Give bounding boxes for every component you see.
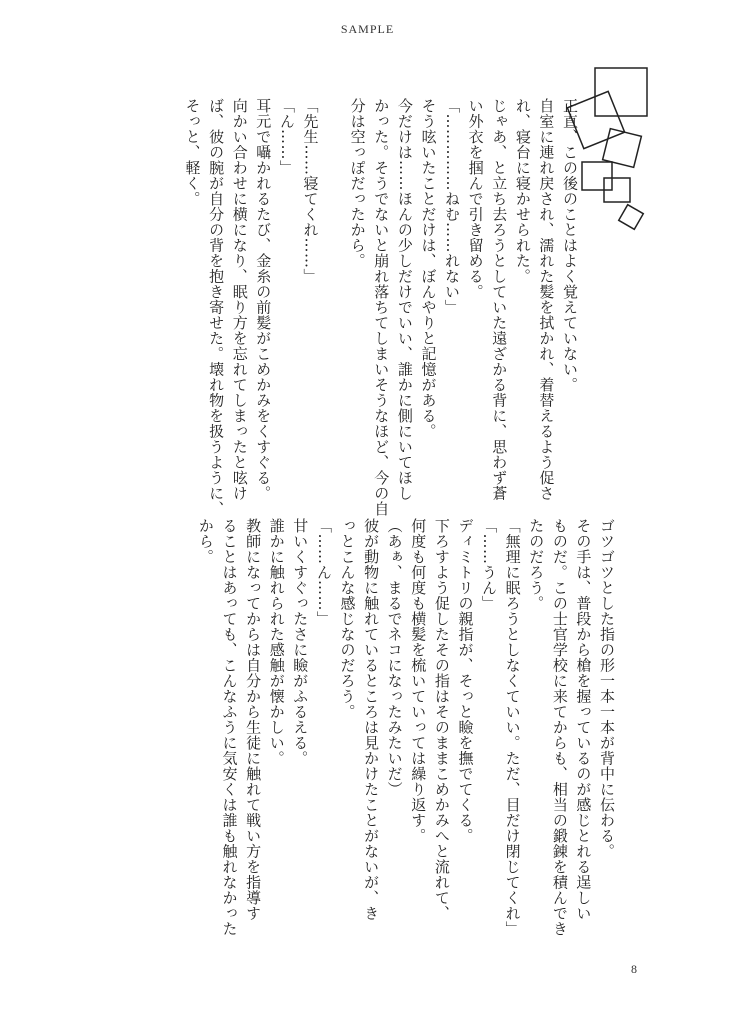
page-number: 8 bbox=[631, 962, 637, 976]
text-line: 誰かに触れられた感触が懐かしい。 bbox=[267, 518, 286, 766]
text-line: ば、彼の腕が自分の背を抱き寄せた。壊れ物を扱うように、 bbox=[207, 98, 226, 517]
text-block-bottom bbox=[193, 518, 618, 958]
text-line bbox=[321, 98, 345, 508]
text-line: っとこんな感じなのだろう。 bbox=[338, 518, 357, 720]
text-line: 正直、この後のことはよく覚えていない。 bbox=[561, 98, 579, 393]
text-line: かった。そうでないと崩れ落ちてしまいそうなほど、今の自 bbox=[372, 98, 391, 517]
text-line: ることはあっても、こんなふうに気安くは誰も触れなかった bbox=[220, 518, 239, 937]
text-line: れ、寝台に寝かせられた。 bbox=[513, 98, 532, 284]
square-4 bbox=[582, 162, 612, 190]
text-line: 何度も何度も横髪を梳いていっては繰り返す。 bbox=[409, 518, 428, 844]
text-line: 「無理に眠ろうとしなくていい。ただ、目だけ閉じてくれ」 bbox=[503, 518, 522, 937]
text-block-top bbox=[180, 98, 581, 517]
text-line: 甘いくすぐったさに瞼がふるえる。 bbox=[291, 518, 310, 766]
text-line: 彼が動物に触れているところは見かけたことがないが、き bbox=[362, 518, 381, 921]
text-line: 「ん……」 bbox=[277, 98, 296, 176]
text-line: その手は、普段から槍を握っているのが感じとれる逞しい bbox=[574, 518, 593, 921]
text-line: そっと、軽く。 bbox=[183, 98, 202, 207]
text-line: 「……うん」 bbox=[480, 518, 499, 611]
sample-header: SAMPLE bbox=[340, 22, 395, 36]
text-line: 分は空っぽだったから。 bbox=[348, 98, 367, 269]
text-line: 今だけは……ほんの少しだけでいい、誰かに側にいてほし bbox=[395, 98, 414, 501]
text-line: から。 bbox=[196, 518, 215, 565]
text-line: 下ろすよう促したその指はそのままこめかみへと流れて、 bbox=[432, 518, 451, 921]
text-line: じゃあ、と立ち去ろうとしていた遠ざかる背に、思わず蒼 bbox=[490, 98, 509, 501]
text-line: （あぁ、まるでネコになったみたいだ） bbox=[385, 518, 404, 797]
text-line: 教師になってからは自分から生徒に触れて戦い方を指導す bbox=[244, 518, 263, 921]
text-line: ディミトリの親指が、そっと瞼を撫でてくる。 bbox=[456, 518, 475, 844]
text-line: い外衣を掴んで引き留める。 bbox=[466, 98, 485, 300]
text-line: ゴツゴツとした指の形一本一本が背中に伝わる。 bbox=[598, 518, 616, 859]
text-line: 「先生……寝てくれ……」 bbox=[301, 98, 320, 284]
text-line: 向かい合わせに横になり、眠り方を忘れてしまったと呟け bbox=[230, 98, 249, 501]
text-line: たのだろう。 bbox=[527, 518, 546, 611]
text-line: 「……………ねむ……れない」 bbox=[443, 98, 462, 315]
text-line: 自室に連れ戻され、濡れた髪を拭かれ、着替えるよう促さ bbox=[537, 98, 556, 501]
text-line: 耳元で囁かれるたび、金糸の前髪がこめかみをくすぐる。 bbox=[254, 98, 273, 501]
text-line: そう呟いたことだけは、ぼんやりと記憶がある。 bbox=[419, 98, 438, 439]
text-line: ものだ。この士官学校に来てからも、相当の鍛錬を積んでき bbox=[550, 518, 569, 937]
text-line: 「……ん……」 bbox=[314, 518, 333, 627]
square-1 bbox=[595, 68, 647, 116]
square-6 bbox=[619, 205, 644, 230]
